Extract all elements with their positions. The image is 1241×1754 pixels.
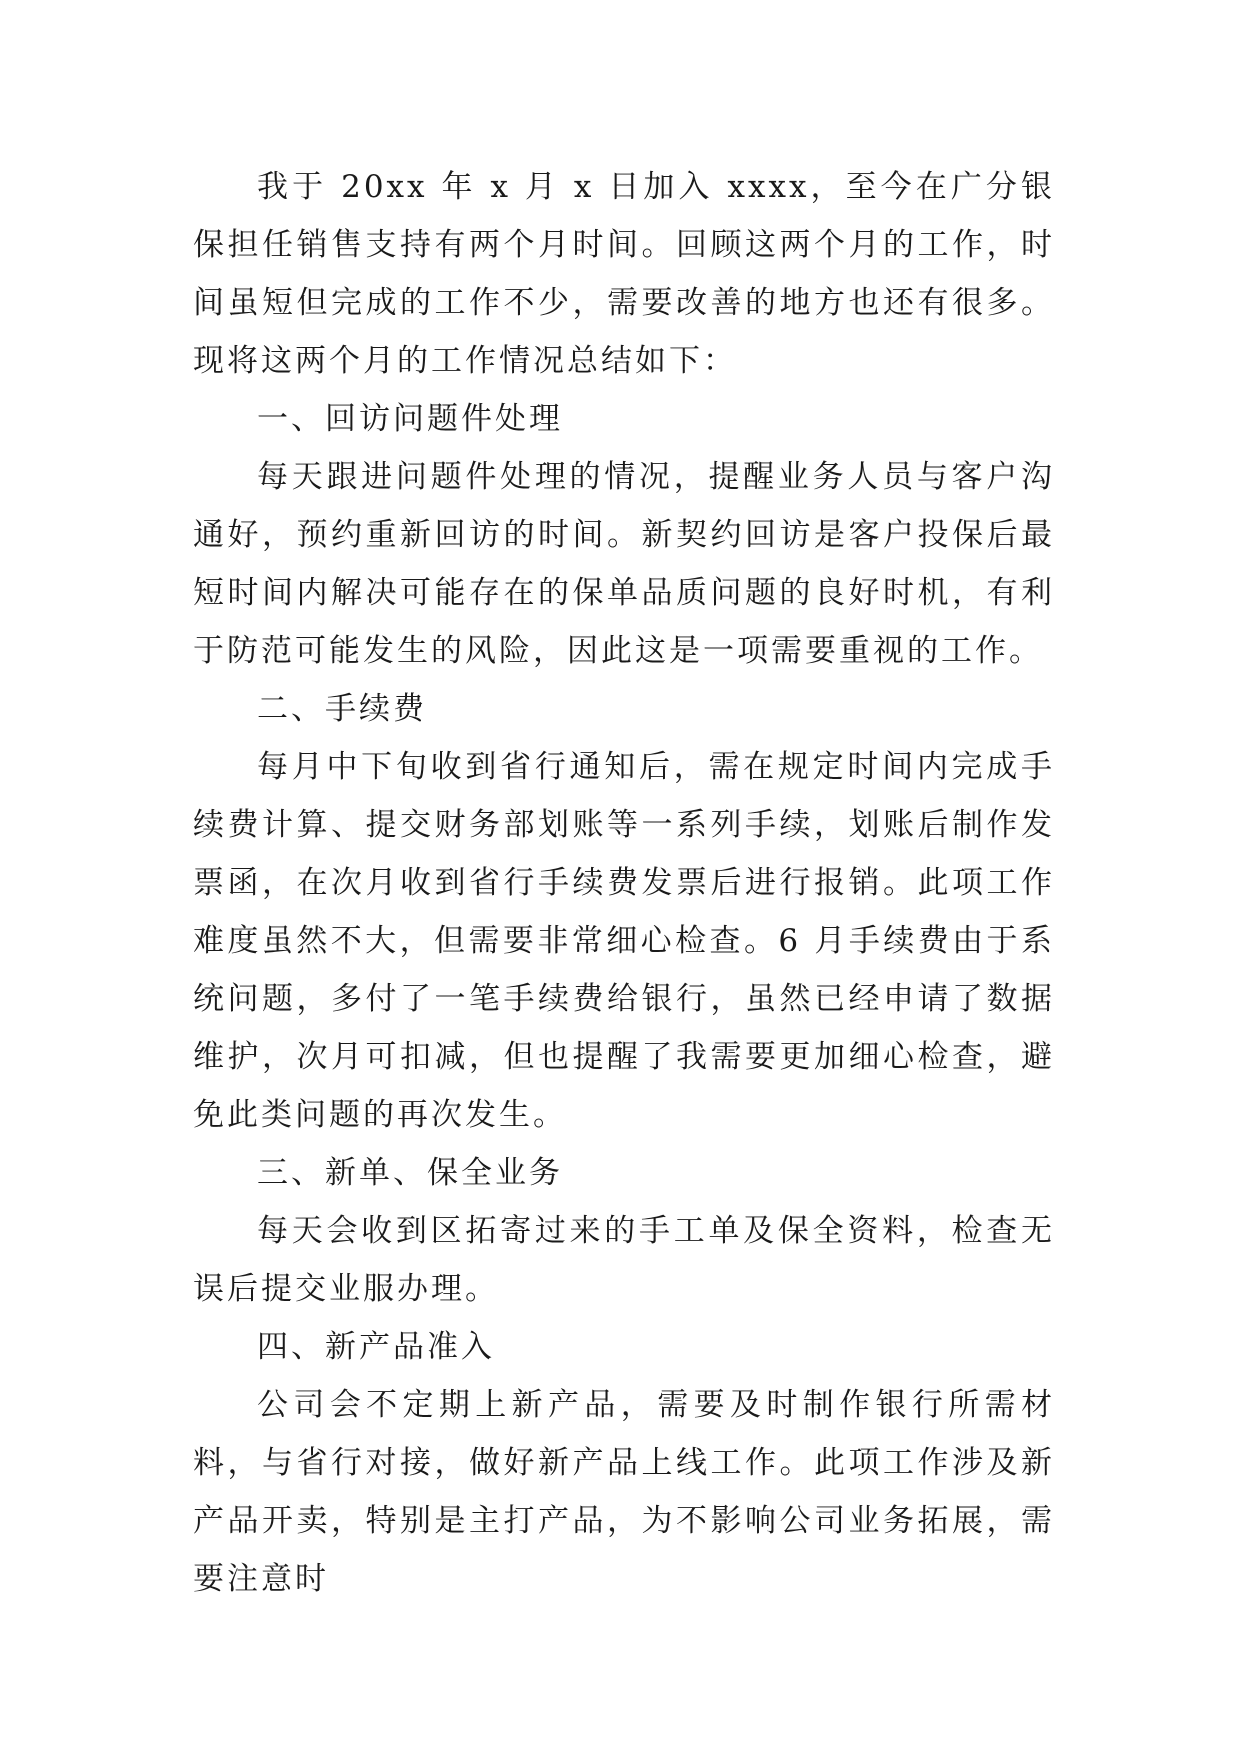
paragraph-section-4: 公司会不定期上新产品，需要及时制作银行所需材料，与省行对接，做好新产品上线工作。此项工作涉及新产品开卖，特别是主打产品，为不影响公司业务拓展，需要注意时 (193, 1387, 1055, 1597)
section-heading-3: 三、新单、保全业务 (257, 1155, 563, 1191)
paragraph-section-2: 每月中下旬收到省行通知后，需在规定时间内完成手续费计算、提交财务部划账等一系列手续，划账后制作发票函，在次月收到省行手续费发票后进行报销。此项工作难度虽然不大，但需要非常细心检查。6 月手续费由于系统问题，多付了一笔手续费给银行，虽然已经申请了数据维护，次月可扣减，但也提醒了我需要更加细心检查，避免此类问题的再次发生。 (193, 749, 1055, 1133)
section-heading-4: 四、新产品准入 (257, 1329, 495, 1365)
section-heading-1: 一、回访问题件处理 (257, 401, 563, 437)
document-body (193, 158, 1055, 1608)
section-heading-2: 二、手续费 (257, 691, 427, 727)
paragraph-intro: 我于 20xx 年 x 月 x 日加入 xxxx，至今在广分银保担任销售支持有两个月时间。回顾这两个月的工作，时间虽短但完成的工作不少，需要改善的地方也还有很多。现将这两个月的工作情况总结如下： (193, 169, 1055, 379)
paragraph-section-1: 每天跟进问题件处理的情况，提醒业务人员与客户沟通好，预约重新回访的时间。新契约回访是客户投保后最短时间内解决可能存在的保单品质问题的良好时机，有利于防范可能发生的风险，因此这是一项需要重视的工作。 (193, 459, 1055, 669)
paragraph-section-3: 每天会收到区拓寄过来的手工单及保全资料，检查无误后提交业服办理。 (193, 1213, 1055, 1307)
